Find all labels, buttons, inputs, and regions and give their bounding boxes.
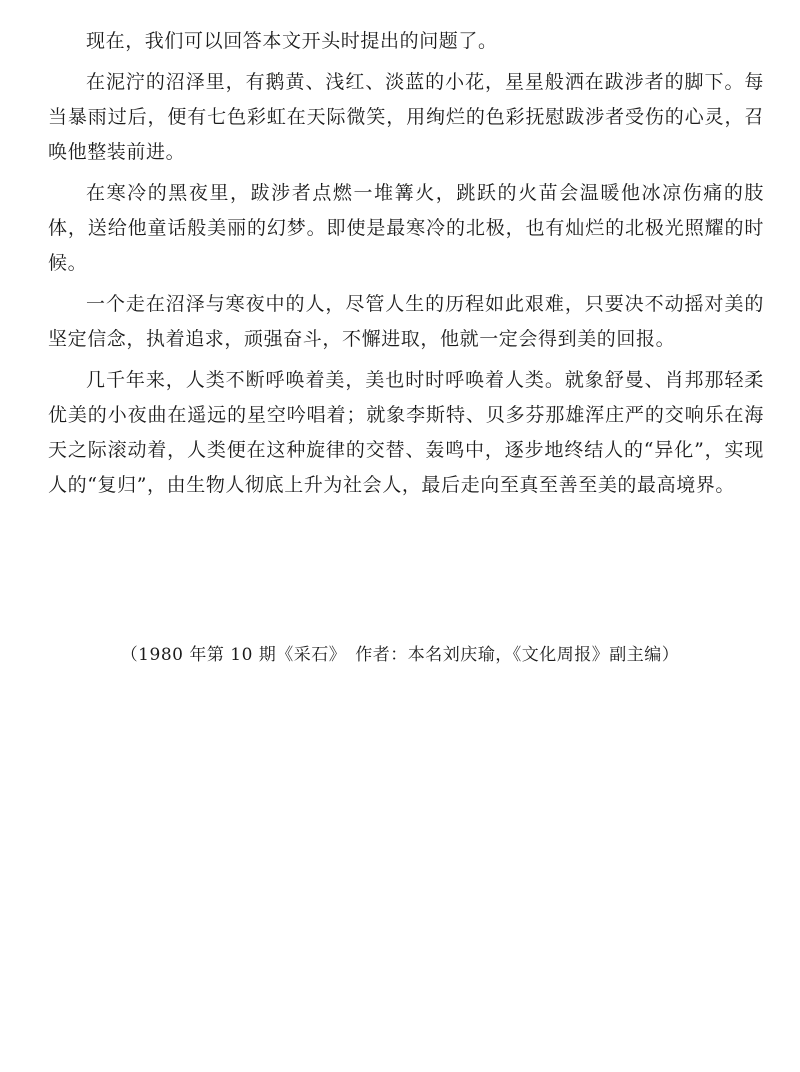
source-attribution: （1980 年第 10 期《采石》 作者：本名刘庆瑜，《文化周报》副主编） (120, 645, 680, 665)
article-body (48, 24, 764, 503)
paragraph: 几千年来，人类不断呼唤着美，美也时时呼唤着人类。就象舒曼、肖邦那轻柔优美的小夜曲在遥远的星空吟唱着；就象李斯特、贝多芬那雄浑庄严的交响乐在海天之际滚动着，人类便在这种旋律的交替、轰鸣中，逐步地终结人的“异化”，实现人的“复归”，由生物人彻底上升为社会人，最后走向至真至善至美的最高境界。 (48, 369, 764, 496)
paragraph: 在寒冷的黑夜里，跋涉者点燃一堆篝火，跳跃的火苗会温暖他冰凉伤痛的肢体，送给他童话般美丽的幻梦。即使是最寒冷的北极，也有灿烂的北极光照耀的时候。 (48, 182, 764, 274)
paragraph: 一个走在沼泽与寒夜中的人，尽管人生的历程如此艰难，只要决不动摇对美的坚定信念，执着追求，顽强奋斗，不懈进取，他就一定会得到美的回报。 (48, 293, 764, 350)
paragraph: 现在，我们可以回答本文开头时提出的问题了。 (86, 30, 498, 52)
paragraph: 在泥泞的沼泽里，有鹅黄、浅红、淡蓝的小花，星星般洒在跋涉者的脚下。每当暴雨过后，便有七色彩虹在天际微笑，用绚烂的色彩抚慰跋涉者受伤的心灵，召唤他整装前进。 (48, 71, 764, 163)
